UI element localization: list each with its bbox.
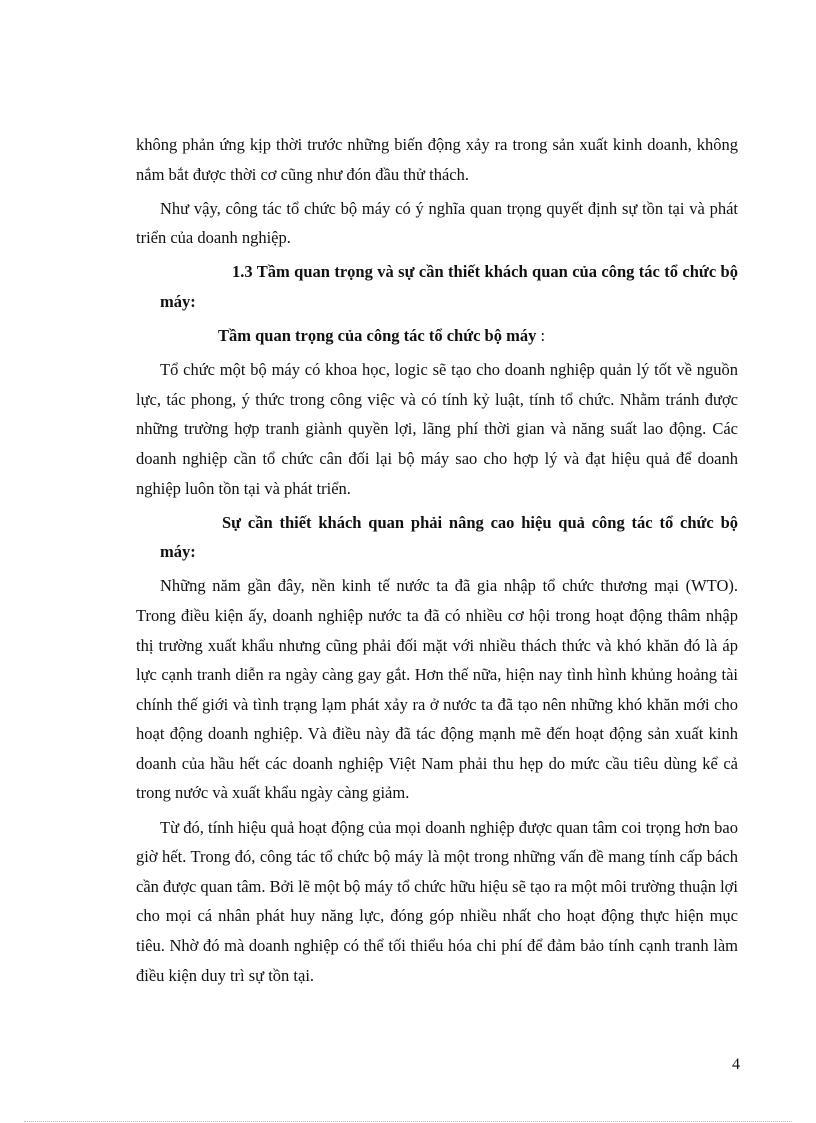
paragraph-continuation: không phản ứng kịp thời trước những biến động xảy ra trong sản xuất kinh doanh, không nắm bắt được thời cơ cũng như đón đầu thử thách. [136,135,738,184]
subheading-importance-text: Tầm quan trọng của công tác tổ chức bộ máy [218,326,537,346]
page-number: 4 [732,1056,740,1073]
subheading-importance-colon: : [540,326,546,346]
paragraph-wto: Những năm gần đây, nền kinh tế nước ta đã gia nhập tổ chức thương mại (WTO). Trong điều kiện ấy, doanh nghiệp nước ta đã có nhiều cơ hội trong hoạt động thâm nhập thị trường xuất khẩu nhưng cũng phải đối mặt với nhiều thách thức và khó khăn đó là áp lực cạnh tranh diễn ra ngày càng gay gắt. Hơn thế nữa, hiện nay tình hình khủng hoảng tài chính thế giới và tình trạng lạm phát xảy ra ở nước ta đã tạo nên những khó khăn mới cho hoạt động doanh nghiệp. Và điều này đã tác động mạnh mẽ đến hoạt động sản xuất kinh doanh của hầu hết các doanh nghiệp Việt Nam phải thu hẹp do mức cầu tiêu dùng kể cả trong nước và xuất khẩu ngày càng giảm. [136,576,738,803]
subheading-importance [136,321,738,351]
paragraph-efficiency: Từ đó, tính hiệu quả hoạt động của mọi doanh nghiệp được quan tâm coi trọng hơn bao giờ hết. Trong đó, công tác tổ chức bộ máy là một trong những vấn đề mang tính cấp bách cần được quan tâm. Bởi lẽ một bộ máy tổ chức hữu hiệu sẽ tạo ra một môi trường thuận lợi cho mọi cá nhân phát huy năng lực, đóng góp nhiều nhất cho hoạt động thực hiện mục tiêu. Nhờ đó mà doanh nghiệp có thể tối thiểu hóa chi phí để đảm bảo tính cạnh tranh làm điều kiện duy trì sự tồn tại. [136,817,738,985]
page-bottom-border [24,1121,792,1122]
paragraph-conclusion: Như vậy, công tác tổ chức bộ máy có ý nghĩa quan trọng quyết định sự tồn tại và phát triển của doanh nghiệp. [136,198,738,248]
section-heading-1-3: 1.3 Tầm quan trọng và sự cần thiết khách quan của công tác tổ chức bộ máy: [160,262,738,311]
page-content [136,130,738,995]
paragraph-importance: Tổ chức một bộ máy có khoa học, logic sẽ tạo cho doanh nghiệp quản lý tốt về nguồn lực, tác phong, ý thức trong công việc và có tính kỷ luật, tính tổ chức. Nhằm tránh được những trường hợp tranh giành quyền lợi, lãng phí thời gian và năng suất lao động. Các doanh nghiệp cần tổ chức cân đối lại bộ máy sao cho hợp lý và đạt hiệu quả để doanh nghiệp luôn tồn tại và phát triển. [136,360,738,498]
subheading-necessity: Sự cần thiết khách quan phải nâng cao hiệu quả công tác tổ chức bộ máy: [160,512,738,562]
